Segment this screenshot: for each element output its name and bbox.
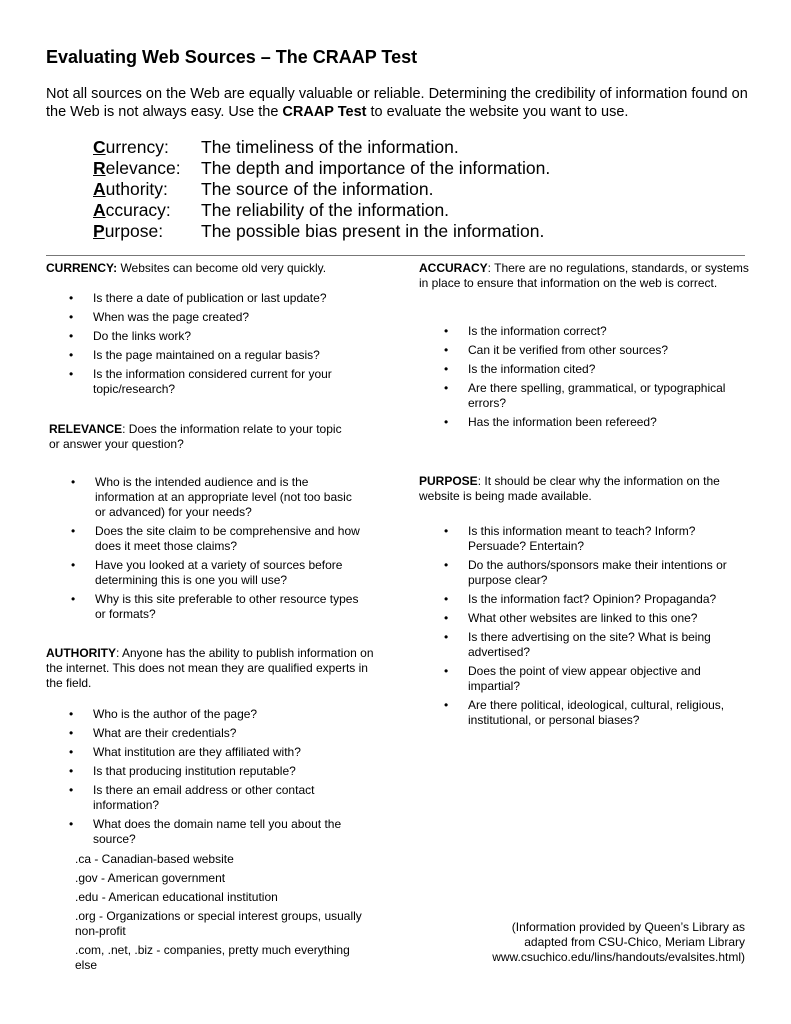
list-item: • What are their credentials? xyxy=(67,726,357,741)
authority-heading: AUTHORITY: Anyone has the ability to publish information on the internet. This does not mean they are qualified experts in the field. xyxy=(46,646,374,690)
currency-questions xyxy=(67,291,367,401)
list-item: • What does the domain name tell you about the source? xyxy=(67,817,357,847)
list-item: • Who is the author of the page? xyxy=(67,707,357,722)
list-item: • Have you looked at a variety of sources before determining this is one you will use? xyxy=(69,558,361,588)
list-item: .gov - American government xyxy=(75,871,226,885)
criterion-description: The timeliness of the information. xyxy=(201,137,459,157)
list-item: • Has the information been refereed? xyxy=(442,415,732,430)
intro-text-end: to evaluate the website you want to use. xyxy=(366,104,629,120)
list-item: • Does the point of view appear objective and impartial? xyxy=(442,664,742,694)
list-item: • Are there spelling, grammatical, or typographical errors? xyxy=(442,381,732,411)
list-item: • What other websites are linked to this one? xyxy=(442,611,742,626)
list-item: • Can it be verified from other sources? xyxy=(442,343,732,358)
list-item: • Do the authors/sponsors make their intentions or purpose clear? xyxy=(442,558,742,588)
list-item: • Why is this site preferable to other resource types or formats? xyxy=(69,592,361,622)
list-item: • Is this information meant to teach? Inform? Persuade? Entertain? xyxy=(442,524,742,554)
credit-line: adapted from CSU-Chico, Meriam Library xyxy=(524,935,745,949)
list-item: • Is the page maintained on a regular basis? xyxy=(67,348,367,363)
list-item: • Do the links work? xyxy=(67,329,367,344)
accuracy-questions xyxy=(442,324,732,434)
intro-paragraph xyxy=(46,85,766,121)
list-item: • Is the information fact? Opinion? Propaganda? xyxy=(442,592,742,607)
list-item: • What institution are they affiliated with? xyxy=(67,745,357,760)
list-item: • Is that producing institution reputable? xyxy=(67,764,357,779)
list-item: .ca - Canadian-based website xyxy=(75,852,234,866)
list-item: .com, .net, .biz - companies, pretty much everything else xyxy=(75,943,350,972)
relevance-questions xyxy=(69,475,361,626)
craap-criteria-list xyxy=(93,137,550,242)
criterion-relevance: Relevance: The depth and importance of the information. xyxy=(93,158,551,178)
divider xyxy=(46,255,745,256)
list-item: • Are there political, ideological, cultural, religious, institutional, or personal biases? xyxy=(442,698,742,728)
list-item: • Is the information correct? xyxy=(442,324,732,339)
list-item: • Who is the intended audience and is the information at an appropriate level (not too basic or advanced) for your needs? xyxy=(69,475,361,520)
relevance-heading: RELEVANCE: Does the information relate to your topic or answer your question? xyxy=(49,422,342,451)
domain-list xyxy=(75,852,365,977)
page-title: Evaluating Web Sources – The CRAAP Test xyxy=(46,47,418,67)
criterion-description: The depth and importance of the information. xyxy=(201,158,551,178)
purpose-heading: PURPOSE: It should be clear why the information on the website is being made available. xyxy=(419,474,720,503)
list-item: • Is the information considered current for your topic/research? xyxy=(67,367,367,397)
source-credit xyxy=(492,920,745,965)
criterion-description: The reliability of the information. xyxy=(201,200,450,220)
criterion-purpose: Purpose: The possible bias present in the information. xyxy=(93,221,545,241)
authority-questions xyxy=(67,707,357,851)
currency-heading: CURRENCY: Websites can become old very quickly. xyxy=(46,261,327,275)
list-item: • Is there an email address or other contact information? xyxy=(67,783,357,813)
list-item: .org - Organizations or special interest groups, usually non-profit xyxy=(75,909,362,938)
list-item: • Is there advertising on the site? What is being advertised? xyxy=(442,630,742,660)
criterion-currency: Currency: The timeliness of the information. xyxy=(93,137,459,157)
credit-line: www.csuchico.edu/lins/handouts/evalsites.html) xyxy=(492,950,745,964)
intro-text: Not all sources on the Web are equally valuable or reliable. Determining the credibility of information found on the Web is not always easy. Use the xyxy=(46,86,748,120)
criterion-authority: Authority: The source of the information. xyxy=(93,179,434,199)
list-item: .edu - American educational institution xyxy=(75,890,278,904)
criterion-description: The source of the information. xyxy=(201,179,434,199)
accuracy-heading: ACCURACY: There are no regulations, standards, or systems in place to ensure that information on the web is correct. xyxy=(419,261,749,290)
list-item: • When was the page created? xyxy=(67,310,367,325)
intro-bold-term: CRAAP Test xyxy=(282,104,367,120)
purpose-questions xyxy=(442,524,742,732)
list-item: • Is there a date of publication or last update? xyxy=(67,291,367,306)
criterion-accuracy: Accuracy: The reliability of the information. xyxy=(93,200,450,220)
criterion-description: The possible bias present in the information. xyxy=(201,221,545,241)
credit-line: (Information provided by Queen’s Library as xyxy=(511,920,745,934)
list-item: • Does the site claim to be comprehensive and how does it meet those claims? xyxy=(69,524,361,554)
list-item: • Is the information cited? xyxy=(442,362,732,377)
